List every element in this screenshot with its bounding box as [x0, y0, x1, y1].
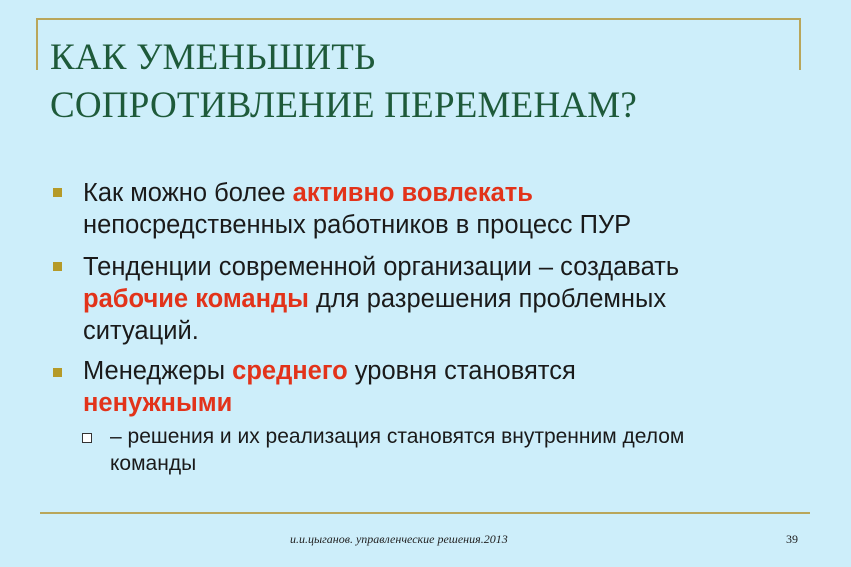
bullet-2-accent: рабочие команды: [83, 285, 309, 313]
bullet-3-text-pre: Менеджеры: [83, 357, 233, 385]
bullet-3-text-post: уровня становятся: [347, 357, 576, 385]
bullet-2-line-3: ситуаций.: [83, 317, 199, 345]
footer-text: и.и.цыганов. управленческие решения.2013: [290, 532, 508, 546]
bullet-3-accent-2: ненужными: [83, 389, 233, 417]
bullet-1-line-1: [83, 177, 533, 209]
sub-bullet-line-1: – решения и их реализация становятся внутренним делом: [110, 425, 685, 448]
bullet-3-line-2: [83, 387, 232, 419]
bullet-2-line-2: [83, 283, 666, 315]
slide-title: [50, 34, 810, 130]
sub-bullet-box-icon: [82, 433, 92, 443]
bullet-1-accent: активно вовлекать: [292, 179, 533, 207]
bullet-3-line-1: [83, 355, 576, 387]
page-number: 39: [786, 532, 798, 546]
bullet-2-text: для разрешения проблемных: [308, 285, 667, 313]
frame-top-line: [36, 18, 801, 20]
bullet-1-line-2: непосредственных работников в процесс ПУР: [83, 211, 632, 239]
bullet-square-icon: [53, 188, 62, 197]
bullet-2-line-1: Тенденции современной организации – создавать: [83, 253, 680, 281]
frame-left-line: [36, 18, 38, 70]
bullet-3-accent: среднего: [232, 357, 348, 385]
sub-bullet-line-2: команды: [110, 452, 197, 475]
bullet-square-icon: [53, 368, 62, 377]
frame-bottom-line: [40, 512, 810, 514]
bullet-1-text: Как можно более: [83, 179, 293, 207]
title-line-1: КАК УМЕНЬШИТЬ: [50, 37, 376, 78]
title-line-2: СОПРОТИВЛЕНИЕ ПЕРЕМЕНАМ?: [50, 85, 638, 126]
bullet-square-icon: [53, 262, 62, 271]
